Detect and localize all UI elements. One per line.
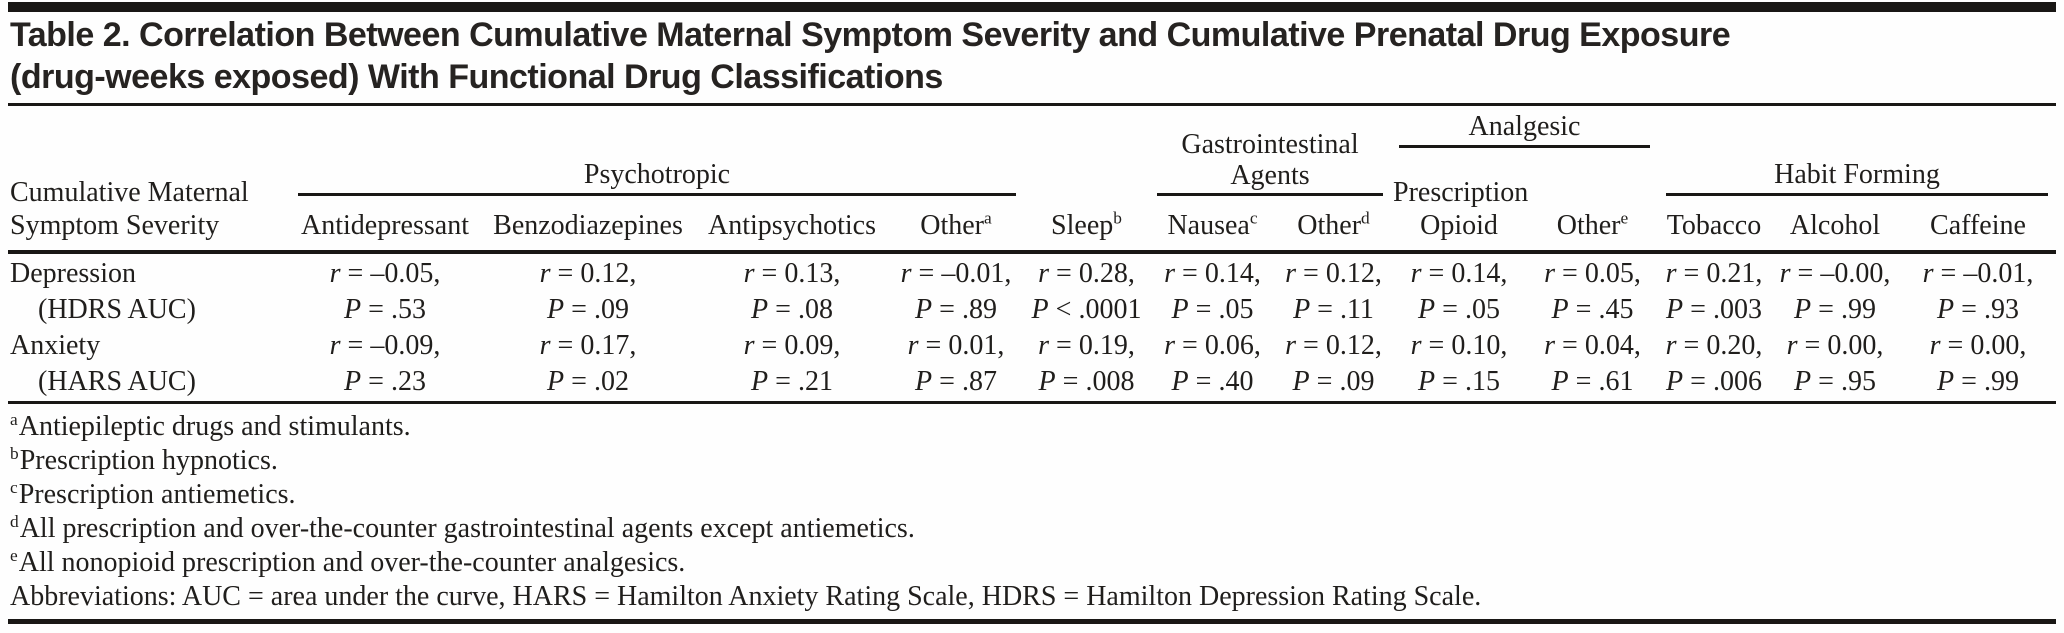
r-value-cell (1024, 256, 1149, 292)
r-value-cell (1527, 256, 1658, 292)
r-value: = 0.19, (1056, 330, 1135, 361)
header-divider-rule (8, 250, 2056, 254)
p-symbol: P (1794, 294, 1812, 325)
footnote-marker-e: e (1620, 208, 1629, 228)
footnote-c (10, 478, 1481, 512)
p-symbol: P (1937, 294, 1955, 325)
column-header-nausea (1149, 196, 1276, 250)
r-value-cell (1149, 256, 1276, 292)
r-symbol: r (900, 258, 912, 289)
p-value-cell (1527, 364, 1658, 400)
p-symbol: P (1171, 294, 1189, 325)
r-value: = 0.00, (1947, 330, 2027, 361)
p-value: = .09 (1316, 366, 1375, 397)
group-label-gi-line1: Gastrointestinal (1181, 129, 1359, 160)
footnote-text: Antiepileptic drugs and stimulants. (18, 411, 411, 442)
r-value: = –0.05, (347, 258, 441, 289)
column-header-prescription-opioid (1391, 148, 1527, 250)
r-value: = 0.09, (761, 330, 841, 361)
column-label: Antipsychotics (708, 210, 876, 241)
abbreviations-line: Abbreviations: AUC = area under the curve, HARS = Hamilton Anxiety Rating Scale, HDRS = Hamilton Depression Rating Scale. (10, 581, 1482, 612)
r-symbol: r (1665, 258, 1677, 289)
column-label (1051, 210, 1122, 242)
table-body (8, 256, 2056, 400)
column-header-antipsychotics (696, 196, 888, 250)
r-symbol: r (1410, 258, 1422, 289)
r-symbol: r (1164, 330, 1176, 361)
r-value-cell (1276, 328, 1391, 364)
r-value: = 0.12, (557, 258, 637, 289)
footnote-text: All nonopioid prescription and over-the-counter analgesics. (18, 547, 686, 578)
p-value: = .08 (775, 294, 833, 325)
r-symbol: r (1038, 258, 1050, 289)
column-label (1167, 210, 1257, 242)
p-value-cell (480, 292, 696, 328)
r-value-cell (888, 256, 1024, 292)
p-value-cell (1024, 292, 1149, 328)
r-value-cell (1770, 328, 1900, 364)
r-value: = 0.13, (761, 258, 841, 289)
column-header-benzodiazepines (480, 196, 696, 250)
footnote-a (10, 410, 1481, 444)
row-sublabel-hars-auc: (HARS AUC) (38, 366, 196, 397)
r-symbol: r (743, 330, 755, 361)
r-value: = 0.21, (1683, 258, 1763, 289)
p-value-cell (696, 364, 888, 400)
footnote-letter: b (10, 443, 19, 463)
column-header-antidepressant (290, 196, 480, 250)
r-symbol: r (1285, 258, 1297, 289)
column-label (1297, 210, 1369, 242)
p-value: = .89 (939, 294, 997, 325)
p-symbol: P (1292, 366, 1310, 397)
r-value: = 0.05, (1562, 258, 1641, 289)
p-symbol: P (915, 366, 933, 397)
r-value-cell (1391, 256, 1527, 292)
column-header-other-a (888, 196, 1024, 250)
p-value: = .003 (1690, 294, 1762, 325)
stub-header-line1: Cumulative Maternal (10, 177, 249, 208)
r-symbol: r (1285, 330, 1297, 361)
r-value-cell (480, 328, 696, 364)
column-label-text: Nausea (1167, 210, 1250, 241)
r-symbol: r (1544, 330, 1556, 361)
p-value-cell (1658, 364, 1770, 400)
r-value-cell (1149, 328, 1276, 364)
p-value: = .21 (775, 366, 833, 397)
r-symbol: r (1929, 330, 1941, 361)
r-value-cell (1658, 256, 1770, 292)
r-value-cell (1391, 328, 1527, 364)
r-value: = –0.00, (1797, 258, 1891, 289)
r-value: = 0.04, (1562, 330, 1641, 361)
bottom-rule (8, 619, 2056, 624)
r-symbol: r (329, 258, 341, 289)
p-symbol: P (751, 294, 769, 325)
p-value: = .23 (368, 366, 426, 397)
p-value: < .0001 (1055, 294, 1142, 325)
p-value: = .008 (1062, 366, 1135, 397)
column-label (920, 210, 991, 242)
footnote-d (10, 512, 1481, 546)
p-symbol: P (344, 366, 362, 397)
p-symbol: P (344, 294, 362, 325)
footnote-letter: a (10, 409, 18, 429)
r-value-cell (290, 256, 480, 292)
p-symbol: P (1666, 366, 1684, 397)
footnotes (10, 410, 1481, 614)
p-symbol: P (1171, 366, 1189, 397)
footnote-letter: c (10, 477, 18, 497)
table-title-line1: Table 2. Correlation Between Cumulative Maternal Symptom Severity and Cumulative Prenatal Drug Exposure (10, 16, 1731, 54)
r-value-cell (1900, 256, 2056, 292)
r-symbol: r (743, 258, 755, 289)
column-label: Alcohol (1789, 210, 1881, 241)
p-value: = .05 (1195, 294, 1254, 325)
r-value: = 0.10, (1428, 330, 1508, 361)
column-label: Tobacco (1666, 210, 1762, 241)
r-symbol: r (539, 258, 551, 289)
r-symbol: r (1038, 330, 1050, 361)
column-label: Caffeine (1930, 210, 2026, 241)
r-value: = 0.01, (925, 330, 1005, 361)
p-value-cell (1024, 364, 1149, 400)
p-value: = .61 (1575, 366, 1634, 397)
table-title (10, 14, 1730, 98)
group-label-habit-forming: Habit Forming (1774, 159, 1940, 190)
column-label (1557, 210, 1628, 242)
p-value-cell (290, 292, 480, 328)
p-symbol: P (1418, 366, 1436, 397)
p-value-cell (696, 292, 888, 328)
p-value: = .15 (1442, 366, 1500, 397)
column-header-other-d (1276, 196, 1391, 250)
r-value-cell (1276, 256, 1391, 292)
r-symbol: r (1665, 330, 1677, 361)
footnote-marker-c: c (1249, 208, 1258, 228)
footnote-letter: d (10, 511, 19, 531)
r-value: = 0.12, (1303, 258, 1382, 289)
r-symbol: r (1410, 330, 1422, 361)
stub-header-line2: Symptom Severity (10, 210, 220, 241)
p-value: = .95 (1818, 366, 1876, 397)
p-value-cell (1391, 292, 1527, 328)
p-value-cell (1770, 364, 1900, 400)
column-label-text: Other (1297, 210, 1362, 241)
p-value: = .02 (571, 366, 629, 397)
r-value: = 0.00, (1804, 330, 1884, 361)
r-value: = –0.01, (1940, 258, 2034, 289)
r-value-cell (696, 328, 888, 364)
column-header-caffeine (1900, 196, 2056, 250)
group-header-psychotropic (298, 108, 1016, 196)
top-rule (8, 2, 2056, 12)
r-value-cell (480, 256, 696, 292)
footnote-marker-a: a (984, 208, 992, 228)
r-symbol: r (539, 330, 551, 361)
column-label-text: Other (1556, 210, 1621, 241)
column-label-text: Sleep (1051, 210, 1114, 241)
r-symbol: r (329, 330, 341, 361)
p-value: = .006 (1690, 366, 1762, 397)
r-value-cell (1658, 328, 1770, 364)
p-value-cell (1276, 292, 1391, 328)
r-value-cell (1024, 328, 1149, 364)
group-label-analgesic: Analgesic (1468, 111, 1581, 142)
p-value-cell (1149, 364, 1276, 400)
p-value-cell (1276, 364, 1391, 400)
p-value: = .45 (1575, 294, 1634, 325)
footnote-text: Prescription hypnotics. (19, 445, 278, 476)
r-symbol: r (1779, 258, 1791, 289)
p-symbol: P (1293, 294, 1311, 325)
p-symbol: P (751, 366, 769, 397)
p-symbol: P (1031, 294, 1049, 325)
p-value-cell (480, 364, 696, 400)
p-value-cell (888, 292, 1024, 328)
r-value-cell (290, 328, 480, 364)
row-sublabel-hdrs-auc: (HDRS AUC) (38, 294, 196, 325)
p-value: = .93 (1961, 294, 2019, 325)
p-value: = .53 (368, 294, 426, 325)
footnote-b (10, 444, 1481, 478)
r-value-cell (888, 328, 1024, 364)
stub-column-header (8, 108, 290, 250)
p-value-cell (1527, 292, 1658, 328)
p-value: = .11 (1317, 294, 1374, 325)
p-symbol: P (1418, 294, 1436, 325)
r-value: = 0.20, (1683, 330, 1763, 361)
p-value-cell (1900, 292, 2056, 328)
p-symbol: P (1551, 294, 1569, 325)
r-value: = 0.14, (1182, 258, 1261, 289)
p-symbol: P (1551, 366, 1569, 397)
r-symbol: r (907, 330, 919, 361)
p-value: = .99 (1961, 366, 2019, 397)
group-header-habit-forming (1666, 108, 2048, 196)
p-symbol: P (547, 294, 565, 325)
row-label-depression: Depression (10, 258, 136, 289)
r-value: = 0.06, (1182, 330, 1261, 361)
p-value: = .40 (1195, 366, 1254, 397)
r-value: = –0.09, (347, 330, 441, 361)
r-value: = –0.01, (918, 258, 1012, 289)
p-value-cell (290, 364, 480, 400)
r-value: = 0.17, (557, 330, 637, 361)
p-value-cell (1149, 292, 1276, 328)
r-value-cell (696, 256, 888, 292)
footnote-marker-d: d (1361, 208, 1370, 228)
footnote-marker-b: b (1113, 208, 1122, 228)
body-divider-rule (8, 401, 2056, 404)
p-symbol: P (915, 294, 933, 325)
p-symbol: P (1794, 366, 1812, 397)
footnote-e (10, 546, 1481, 580)
r-value-cell (1527, 328, 1658, 364)
group-label-psychotropic: Psychotropic (583, 159, 731, 190)
r-value: = 0.28, (1056, 258, 1135, 289)
p-value-cell (1770, 292, 1900, 328)
r-value: = 0.14, (1428, 258, 1508, 289)
r-symbol: r (1544, 258, 1556, 289)
column-header-other-e (1527, 196, 1658, 250)
r-value-cell (1770, 256, 1900, 292)
table-header (8, 108, 2056, 250)
table-title-line2: (drug-weeks exposed) With Functional Drug Classifications (10, 58, 943, 96)
column-header-sleep (1024, 196, 1149, 250)
p-value-cell (1900, 364, 2056, 400)
p-symbol: P (1666, 294, 1684, 325)
column-header-alcohol (1770, 196, 1900, 250)
title-divider-rule (8, 103, 2056, 106)
p-value: = .09 (571, 294, 629, 325)
p-value: = .05 (1442, 294, 1500, 325)
footnote-text: Prescription antiemetics. (18, 479, 296, 510)
p-value-cell (1391, 364, 1527, 400)
footnote-letter: e (10, 545, 18, 565)
group-label-gi-line2: Agents (1230, 160, 1310, 191)
column-label-line2: Opioid (1420, 210, 1498, 241)
column-label: Benzodiazepines (493, 210, 683, 241)
p-value: = .87 (939, 366, 997, 397)
p-symbol: P (1937, 366, 1955, 397)
row-label-anxiety: Anxiety (10, 330, 101, 361)
p-value-cell (1658, 292, 1770, 328)
group-header-gastrointestinal-agents (1157, 108, 1383, 196)
p-value: = .99 (1818, 294, 1876, 325)
p-symbol: P (547, 366, 565, 397)
column-label-line1: Prescription (1393, 177, 1529, 208)
r-symbol: r (1922, 258, 1934, 289)
group-header-analgesic (1399, 108, 1650, 148)
column-label: Antidepressant (301, 210, 469, 241)
r-value: = 0.12, (1303, 330, 1382, 361)
column-header-tobacco (1658, 196, 1770, 250)
r-symbol: r (1164, 258, 1176, 289)
footnote-text: All prescription and over-the-counter gastrointestinal agents except antiemetics. (19, 513, 915, 544)
p-value-cell (888, 364, 1024, 400)
r-symbol: r (1786, 330, 1798, 361)
p-symbol: P (1038, 366, 1056, 397)
column-label-text: Other (920, 210, 985, 241)
r-value-cell (1900, 328, 2056, 364)
